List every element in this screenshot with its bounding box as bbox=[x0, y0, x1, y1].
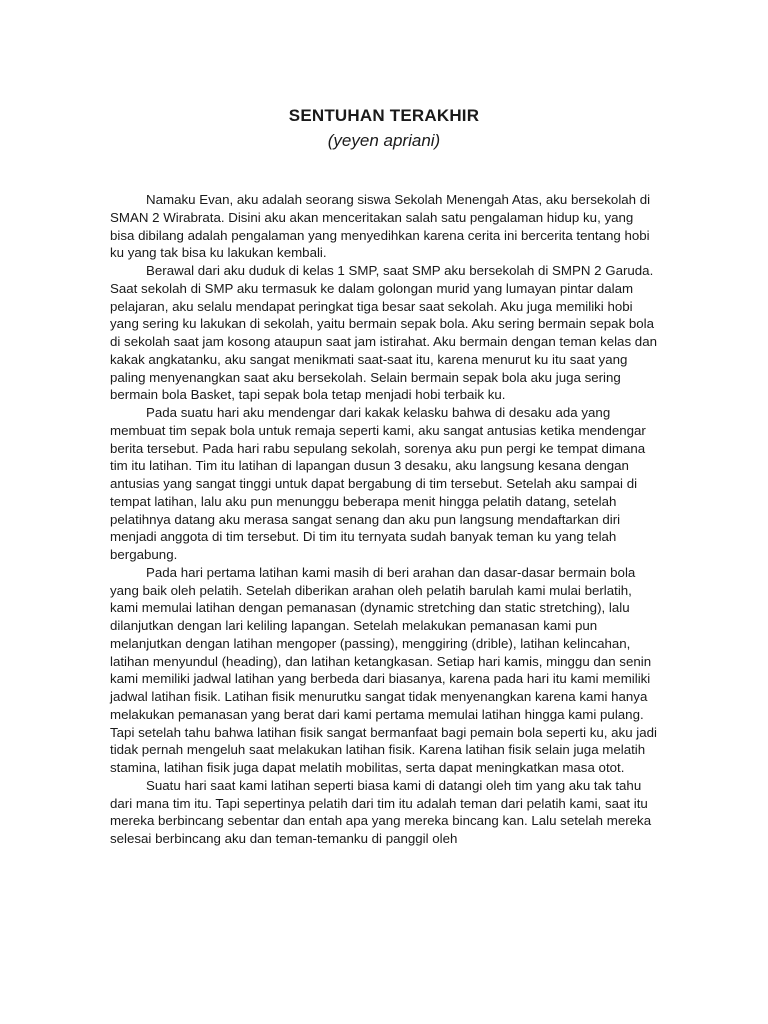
paragraph: Pada hari pertama latihan kami masih di beri arahan dan dasar-dasar bermain bola yang baik oleh pelatih. Setelah diberikan arahan oleh pelatih barulah kami mulai berlatih, kami memulai latihan dengan pemanasan (dynamic stretching dan static stretching), lalu dilanjutkan dengan lari keliling lapangan. Setelah melakukan pemanasan kami pun melanjutkan dengan latihan mengoper (passing), menggiring (drible), latihan kelincahan, latihan menyundul (heading), dan latihan ketangkasan. Setiap hari kamis, minggu dan senin kami memiliki jadwal latihan yang berbeda dari biasanya, karena pada hari itu kami memiliki jadwal latihan fisik. Latihan fisik menurutku sangat tidak menyenangkan karena kami hanya melakukan pemanasan yang berat dari kami pertama memulai latihan hingga kami pulang. Tapi setelah tahu bahwa latihan fisik sangat bermanfaat bagi pemain bola seperti ku, aku jadi tidak pernah mengeluh saat melakukan latihan fisik. Karena latihan fisik selain juga melatih stamina, latihan fisik juga dapat melatih mobilitas, serta dapat meningkatkan masa otot. bbox=[110, 564, 657, 775]
paragraph: Namaku Evan, aku adalah seorang siswa Sekolah Menengah Atas, aku bersekolah di SMAN 2 Wirabrata. Disini aku akan menceritakan salah satu pengalaman hidup ku, yang bisa dibilang adalah pengalaman yang menyedihkan karena cerita ini bercerita tentang hobi ku yang tak bisa ku lakukan kembali. bbox=[110, 192, 651, 261]
document-page bbox=[110, 104, 658, 848]
document-author: (yeyen apriani) bbox=[327, 131, 441, 150]
document-body bbox=[110, 191, 658, 848]
document-title: SENTUHAN TERAKHIR bbox=[288, 106, 480, 125]
paragraph: Berawal dari aku duduk di kelas 1 SMP, saat SMP aku bersekolah di SMPN 2 Garuda. Saat sekolah di SMP aku termasuk ke dalam golongan murid yang lumayan pintar dalam pelajaran, aku selalu mendapat peringkat tiga besar saat sekolah. Aku juga memiliki hobi yang sering ku lakukan di sekolah, yaitu bermain sepak bola. Aku sering bermain sepak bola di sekolah saat jam kosong ataupun saat jam istirahat. Aku bermain dengan teman kelas dan kakak angkatanku, aku sangat menikmati saat-saat itu, karena menurut ku itu saat yang paling menyenangkan saat aku bersekolah. Selain bermain sepak bola aku juga sering bermain bola Basket, tapi sepak bola tetap menjadi hobi terbaik ku. bbox=[110, 263, 657, 403]
paragraph: Suatu hari saat kami latihan seperti biasa kami di datangi oleh tim yang aku tak tahu dari mana tim itu. Tapi sepertinya pelatih dari tim itu adalah teman dari pelatih kami, saat itu mereka berbincang sebentar dan entah apa yang mereka bincang kan. Lalu setelah mereka selesai berbincang aku dan teman-temanku di panggil oleh bbox=[110, 777, 652, 846]
paragraph: Pada suatu hari aku mendengar dari kakak kelasku bahwa di desaku ada yang membuat tim sepak bola untuk remaja seperti kami, aku sangat antusias ketika mendengar berita tersebut. Pada hari rabu sepulang sekolah, sorenya aku pun pergi ke tempat dimana tim itu latihan. Tim itu latihan di lapangan dusun 3 desaku, aku langsung kesana dengan antusias yang sangat tinggi untuk dapat bergabung di tim tersebut. Setelah aku sampai di tempat latihan, lalu aku pun menunggu beberapa menit hingga pelatih datang, setelah pelatihnya datang aku merasa sangat senang dan aku pun langsung mendaftarkan diri menjadi anggota di tim tersebut. Di tim itu ternyata sudah banyak teman ku yang telah bergabung. bbox=[110, 405, 646, 562]
